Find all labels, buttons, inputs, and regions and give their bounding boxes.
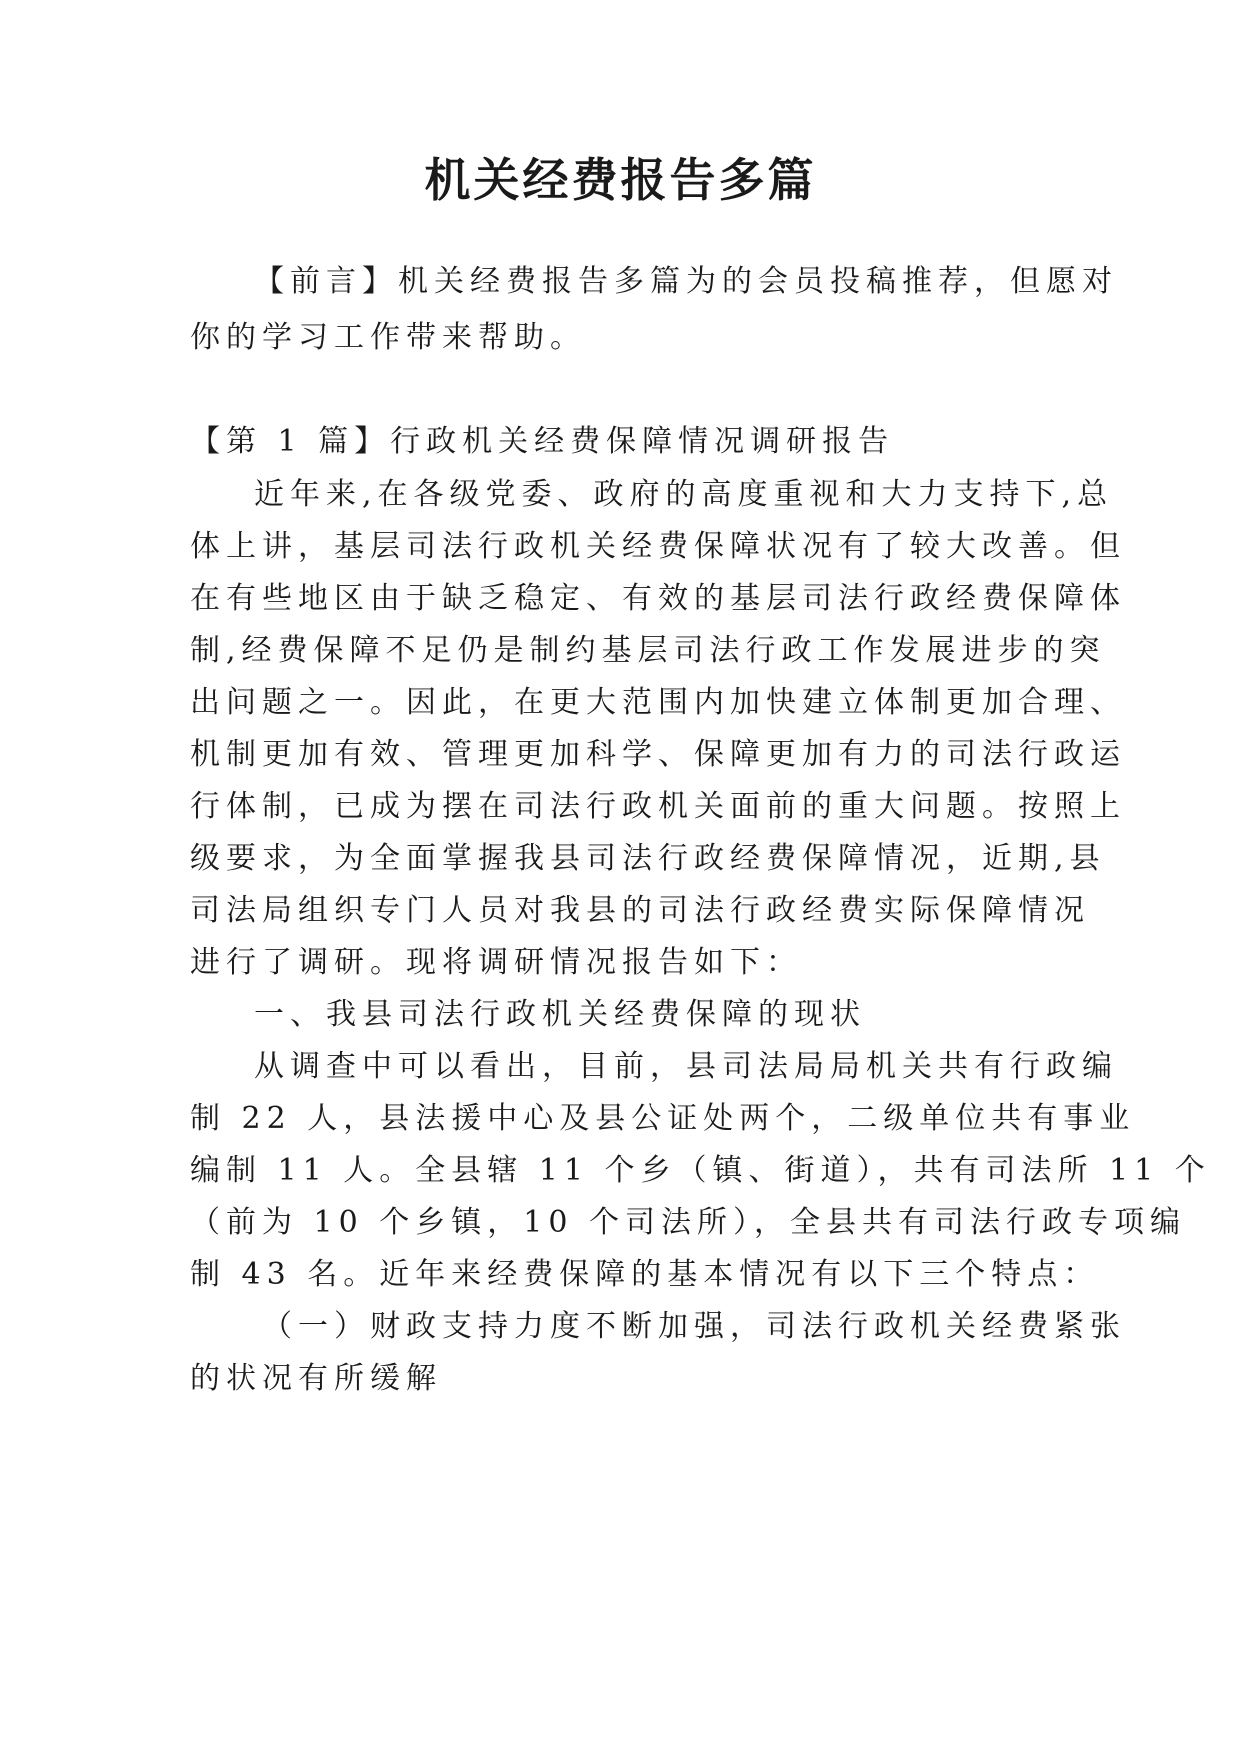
subsection-heading: （一）财政支持力度不断加强，司法行政机关经费紧张 <box>262 1309 1126 1344</box>
body-line: 出问题之一。因此，在更大范围内加快建立体制更加合理、 <box>190 685 1126 720</box>
body-line: 进行了调研。现将调研情况报告如下： <box>190 945 802 980</box>
body-line: 制 22 人，县法援中心及县公证处两个，二级单位共有事业 <box>190 1101 1136 1136</box>
body-line: 制,经费保障不足仍是制约基层司法行政工作发展进步的突 <box>190 633 1106 668</box>
body-line: 级要求，为全面掌握我县司法行政经费保障情况，近期,县 <box>190 841 1106 876</box>
body-line: 体上讲，基层司法行政机关经费保障状况有了较大改善。但 <box>190 529 1126 564</box>
subheading: 一、我县司法行政机关经费保障的现状 <box>254 997 866 1032</box>
preface-line-2: 你的学习工作带来帮助。 <box>190 320 586 355</box>
body-line: 机制更加有效、管理更加科学、保障更加有力的司法行政运 <box>190 737 1126 772</box>
subsection-heading-cont: 的状况有所缓解 <box>190 1361 442 1396</box>
body-line: 在有些地区由于缺乏稳定、有效的基层司法行政经费保障体 <box>190 581 1126 616</box>
body-line: 从调查中可以看出，目前，县司法局局机关共有行政编 <box>254 1049 1118 1084</box>
body-line: 司法局组织专门人员对我县的司法行政经费实际保障情况 <box>190 893 1090 928</box>
body-line: 制 43 名。近年来经费保障的基本情况有以下三个特点： <box>190 1257 1100 1292</box>
body-line: （前为 10 个乡镇，10 个司法所），全县共有司法行政专项编 <box>190 1205 1186 1240</box>
body-line: 近年来,在各级党委、政府的高度重视和大力支持下,总 <box>254 477 1114 512</box>
body-line: 编制 11 人。全县辖 11 个乡（镇、街道），共有司法所 11 个 <box>190 1153 1211 1188</box>
section-heading: 【第 1 篇】行政机关经费保障情况调研报告 <box>190 424 895 459</box>
preface-line-1: 【前言】机关经费报告多篇为的会员投稿推荐，但愿对 <box>254 264 1118 299</box>
body-line: 行体制，已成为摆在司法行政机关面前的重大问题。按照上 <box>190 789 1126 824</box>
document-title: 机关经费报告多篇 <box>424 153 817 207</box>
